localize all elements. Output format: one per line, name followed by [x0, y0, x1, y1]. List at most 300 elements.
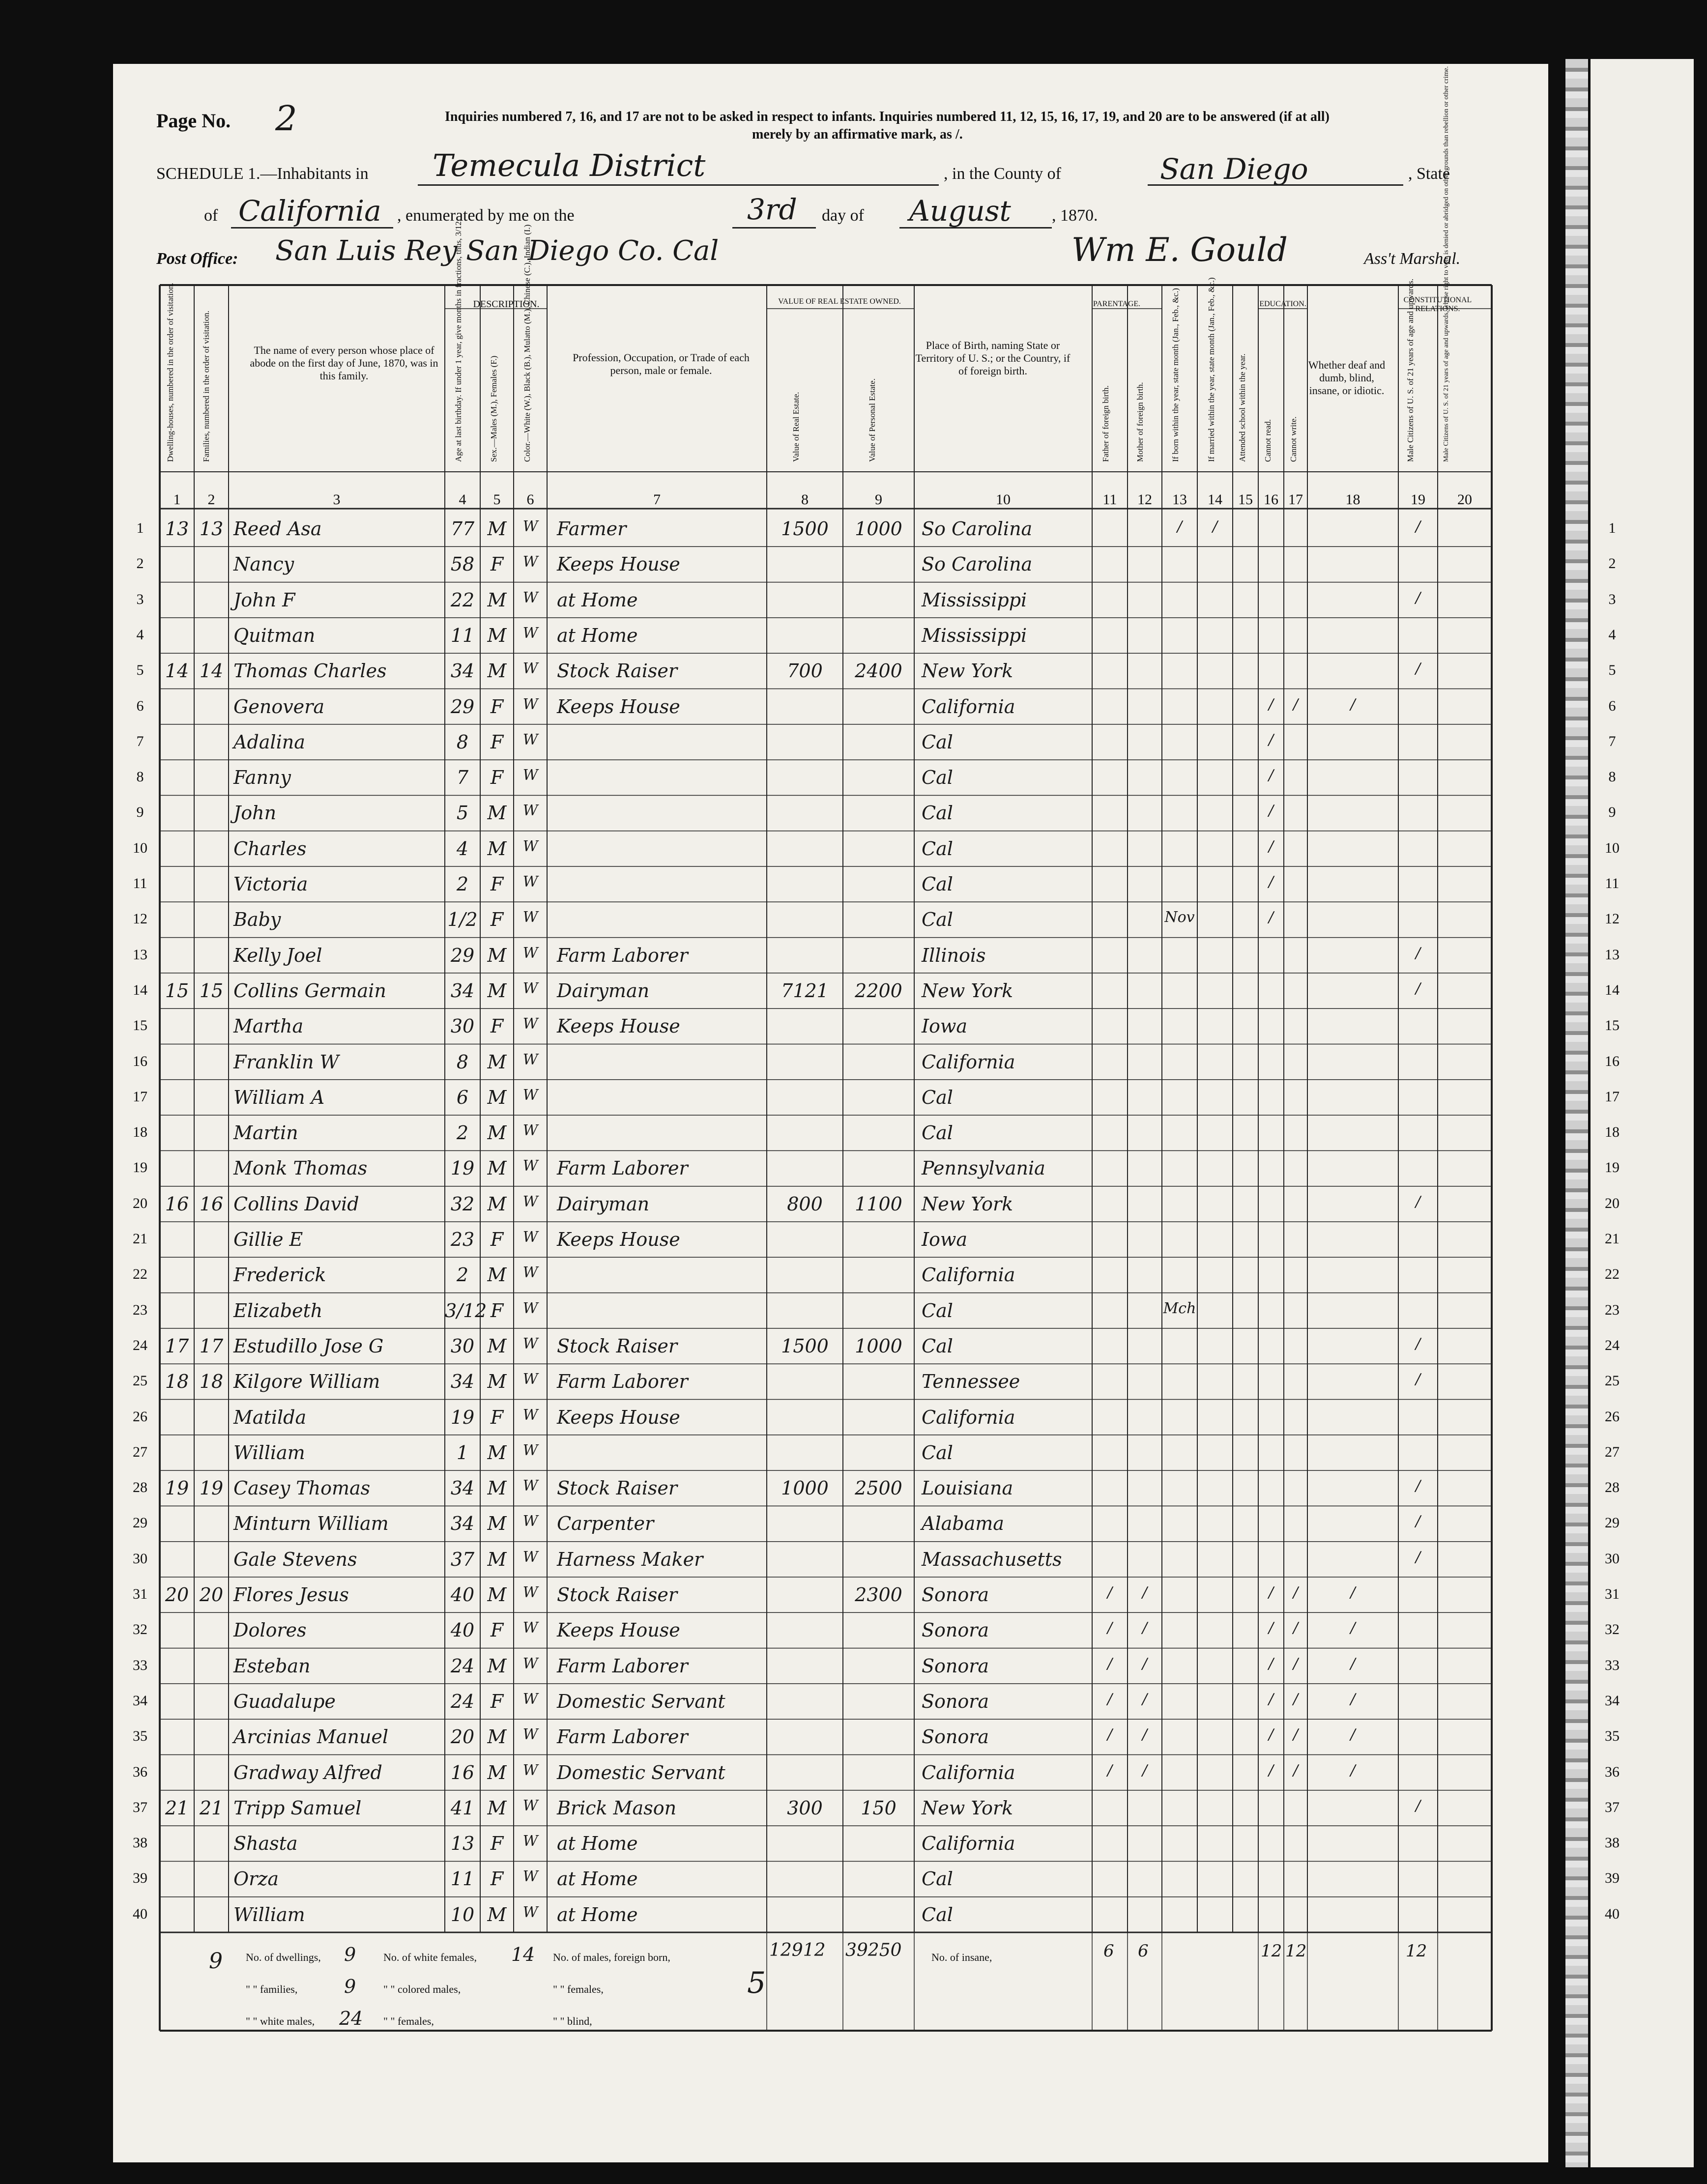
- cell-color: W: [522, 1229, 538, 1246]
- cell-fam: 15: [199, 979, 224, 1002]
- cell-occ: Dairyman: [557, 1193, 650, 1215]
- row-number-left: 1: [136, 520, 144, 536]
- cell-sex: M: [487, 1655, 507, 1677]
- cell-birth: Cal: [922, 873, 953, 895]
- row-number-right: 18: [1605, 1124, 1620, 1141]
- cell-pe: 1100: [855, 1193, 902, 1215]
- cell-name: Shasta: [233, 1833, 298, 1855]
- cell-c16: /: [1268, 1761, 1274, 1779]
- row-number-left: 24: [133, 1337, 147, 1353]
- cell-birth: Sonora: [922, 1619, 989, 1641]
- cell-age: 11: [450, 624, 475, 646]
- footer-personal-estate-total: 39250: [845, 1940, 902, 1960]
- cell-age: 34: [450, 1477, 475, 1499]
- row-number-right: 16: [1605, 1053, 1620, 1069]
- cell-color: W: [522, 1761, 538, 1779]
- cell-name: Kilgore William: [233, 1371, 380, 1393]
- cell-name: Collins David: [233, 1193, 359, 1215]
- cell-sex: M: [487, 518, 507, 540]
- cell-occ: Keeps House: [557, 1229, 680, 1250]
- row-number-right: 31: [1605, 1586, 1620, 1602]
- cell-age: 2: [456, 873, 469, 895]
- cell-c16: /: [1268, 802, 1274, 820]
- cell-fam: 21: [199, 1797, 224, 1819]
- marshal-label: Ass't Marshal.: [1364, 250, 1461, 268]
- footer-total-c17: 12: [1285, 1941, 1307, 1961]
- row-number-left: 9: [136, 804, 144, 821]
- colnum-3: 3: [333, 491, 341, 508]
- row-number-left: 31: [133, 1586, 147, 1602]
- cell-color: W: [522, 1015, 538, 1033]
- cell-sex: F: [490, 1406, 504, 1428]
- post-office-label: Post Office:: [156, 250, 238, 268]
- cell-name: Minturn William: [233, 1513, 389, 1535]
- cell-name: Matilda: [233, 1406, 307, 1428]
- cell-color: W: [522, 1193, 538, 1210]
- cell-dw: 21: [165, 1797, 189, 1819]
- cell-sex: M: [487, 1264, 507, 1286]
- cell-name: Victoria: [233, 873, 308, 895]
- cell-occ: Domestic Servant: [557, 1690, 725, 1712]
- footer-margin-mark: 9: [209, 1949, 223, 1974]
- cell-birth: Mississippi: [922, 589, 1027, 611]
- colnum-14: 14: [1208, 491, 1222, 508]
- colnum-5: 5: [493, 491, 501, 508]
- cell-name: Flores Jesus: [233, 1584, 349, 1606]
- row-number-right: 35: [1605, 1728, 1620, 1745]
- cell-c18: /: [1350, 695, 1356, 713]
- cell-age: 29: [450, 944, 475, 966]
- cell-color: W: [522, 660, 538, 678]
- cell-occ: Dairyman: [557, 979, 650, 1002]
- footer-males-foreign-label: No. of males, foreign born,: [553, 1951, 670, 1963]
- cell-occ: Domestic Servant: [557, 1761, 725, 1783]
- row-number-right: 5: [1608, 662, 1616, 679]
- cell-c11: /: [1107, 1690, 1113, 1708]
- marshal-signature: Wm E. Gould: [1071, 231, 1288, 269]
- footer-real-estate-total: 12912: [769, 1940, 826, 1960]
- row-number-right: 1: [1608, 520, 1616, 536]
- col18-heading: Whether deaf and dumb, blind, insane, or idiotic.: [1308, 359, 1386, 397]
- cell-c19: /: [1415, 518, 1421, 535]
- row-number-right: 22: [1605, 1266, 1620, 1283]
- cell-c16: /: [1268, 1726, 1274, 1744]
- cell-name: Reed Asa: [233, 518, 322, 540]
- cell-color: W: [522, 1619, 538, 1637]
- cell-c11: /: [1107, 1761, 1113, 1779]
- cell-occ: Farm Laborer: [557, 1655, 688, 1677]
- cell-age: 30: [450, 1015, 475, 1037]
- cell-color: W: [522, 1655, 538, 1672]
- footer-white-females-value: 14: [511, 1944, 535, 1965]
- cell-name: Franklin W: [233, 1051, 339, 1073]
- row-number-right: 34: [1605, 1692, 1620, 1709]
- cell-dw: 20: [165, 1584, 189, 1606]
- cell-color: W: [522, 944, 538, 962]
- row-number-left: 27: [133, 1443, 147, 1460]
- col8-heading: Value of Real Estate.: [791, 392, 801, 462]
- month-value: August: [909, 194, 1011, 228]
- cell-c16: /: [1268, 837, 1274, 855]
- cell-name: Martin: [233, 1122, 298, 1144]
- cell-name: Adalina: [233, 731, 305, 753]
- cell-sex: M: [487, 979, 507, 1002]
- row-number-left: 40: [133, 1905, 147, 1922]
- cell-age: 40: [450, 1584, 475, 1606]
- colnum-6: 6: [526, 491, 534, 508]
- row-number-right: 3: [1608, 591, 1616, 607]
- footer-total-c12: 6: [1138, 1941, 1149, 1961]
- footer-colored-males-label: " " colored males,: [383, 1983, 461, 1995]
- cell-birth: Cal: [922, 802, 953, 824]
- county-value: San Diego: [1160, 152, 1308, 186]
- row-number-right: 29: [1605, 1515, 1620, 1531]
- row-number-right: 24: [1605, 1337, 1620, 1353]
- cell-c16: /: [1268, 1690, 1274, 1708]
- cell-c16: /: [1268, 1619, 1274, 1637]
- cell-occ: at Home: [557, 1903, 638, 1925]
- row-number-left: 28: [133, 1479, 147, 1496]
- value-group-heading: VALUE OF REAL ESTATE OWNED.: [778, 297, 901, 306]
- cell-color: W: [522, 1690, 538, 1708]
- colnum-7: 7: [653, 491, 661, 508]
- row-number-left: 15: [133, 1017, 147, 1034]
- footer-families-value: 9: [344, 1976, 356, 1997]
- cell-name: Quitman: [233, 624, 316, 646]
- cell-birth: Cal: [922, 731, 953, 753]
- footer-white-males-value: 24: [339, 2008, 363, 2029]
- cell-name: Gillie E: [233, 1229, 303, 1250]
- row-number-left: 25: [133, 1373, 147, 1389]
- cell-name: Genovera: [233, 695, 324, 718]
- cell-c17: /: [1293, 1584, 1299, 1601]
- cell-age: 10: [450, 1903, 475, 1925]
- cell-sex: M: [487, 1903, 507, 1925]
- row-number-left: 30: [133, 1550, 147, 1567]
- row-number-right: 28: [1605, 1479, 1620, 1496]
- cell-c18: /: [1350, 1619, 1356, 1637]
- cell-color: W: [522, 1122, 538, 1140]
- cell-c12: /: [1142, 1619, 1148, 1637]
- colnum-15: 15: [1238, 491, 1253, 508]
- cell-fam: 20: [199, 1584, 224, 1606]
- cell-sex: F: [490, 1868, 504, 1890]
- cell-age: 2: [456, 1264, 469, 1286]
- cell-birth: Cal: [922, 1441, 953, 1464]
- cell-birth: Cal: [922, 1086, 953, 1108]
- cell-name: Nancy: [233, 553, 294, 575]
- cell-c17: /: [1293, 1761, 1299, 1779]
- cell-dw: 19: [165, 1477, 189, 1499]
- cell-sex: M: [487, 660, 507, 682]
- education-group-heading: EDUCATION.: [1259, 300, 1306, 308]
- cell-color: W: [522, 589, 538, 606]
- cell-sex: M: [487, 1086, 507, 1108]
- cell-birth: Cal: [922, 1903, 953, 1925]
- cell-name: Gale Stevens: [233, 1548, 357, 1570]
- cell-sex: F: [490, 1299, 504, 1322]
- cell-color: W: [522, 1086, 538, 1104]
- cell-age: 4: [456, 837, 469, 860]
- cell-c17: /: [1293, 695, 1299, 713]
- cell-age: 8: [456, 731, 469, 753]
- cell-m13: Mch: [1163, 1299, 1196, 1317]
- district-value: Temecula District: [433, 147, 706, 183]
- cell-dw: 14: [165, 660, 189, 682]
- cell-occ: Farm Laborer: [557, 1157, 688, 1179]
- colnum-12: 12: [1137, 491, 1152, 508]
- cell-c16: /: [1268, 909, 1274, 926]
- row-number-right: 4: [1608, 626, 1616, 643]
- cell-name: John F: [233, 589, 295, 611]
- colnum-17: 17: [1288, 491, 1303, 508]
- col1-heading: Dwelling-houses, numbered in the order of visitation.: [166, 283, 175, 462]
- cell-c18: /: [1350, 1761, 1356, 1779]
- colnum-9: 9: [875, 491, 882, 508]
- footer-dwellings-value: 9: [344, 1944, 356, 1965]
- cell-color: W: [522, 1903, 538, 1921]
- county-label: , in the County of: [944, 165, 1061, 183]
- cell-dw: 18: [165, 1371, 189, 1393]
- cell-color: W: [522, 1584, 538, 1601]
- col20-heading: [1443, 305, 1450, 462]
- row-number-right: 26: [1605, 1408, 1620, 1425]
- cell-m13: /: [1177, 518, 1183, 535]
- cell-sex: F: [490, 731, 504, 753]
- cell-age: 24: [450, 1690, 475, 1712]
- cell-c16: /: [1268, 1655, 1274, 1672]
- cell-sex: M: [487, 802, 507, 824]
- cell-birth: New York: [922, 660, 1013, 682]
- page-label: Page No.: [156, 110, 231, 132]
- cell-occ: at Home: [557, 589, 638, 611]
- cell-color: W: [522, 1441, 538, 1459]
- row-number-left: 39: [133, 1870, 147, 1887]
- cell-age: 34: [450, 1513, 475, 1535]
- cell-pe: 2200: [855, 979, 902, 1002]
- row-number-right: 19: [1605, 1159, 1620, 1176]
- cell-occ: at Home: [557, 1868, 638, 1890]
- cell-name: William: [233, 1441, 305, 1464]
- cell-age: 24: [450, 1655, 475, 1677]
- cell-age: 11: [450, 1868, 475, 1890]
- cell-birth: Sonora: [922, 1655, 989, 1677]
- post-office-value: San Luis Rey San Diego Co. Cal: [275, 235, 719, 267]
- row-number-right: 20: [1605, 1195, 1620, 1211]
- cell-c16: /: [1268, 767, 1274, 784]
- row-number-right: 33: [1605, 1657, 1620, 1673]
- cell-birth: Cal: [922, 1335, 953, 1357]
- cell-re: 1000: [781, 1477, 829, 1499]
- row-number-left: 14: [133, 981, 147, 998]
- colnum-4: 4: [459, 491, 466, 508]
- cell-c19: /: [1415, 589, 1421, 606]
- footer-total-c19: 12: [1406, 1941, 1427, 1961]
- cell-re: 7121: [781, 979, 829, 1002]
- cell-age: 23: [450, 1229, 475, 1250]
- cell-name: Esteban: [233, 1655, 311, 1677]
- cell-age: 13: [450, 1833, 475, 1855]
- cell-c16: /: [1268, 695, 1274, 713]
- cell-occ: Keeps House: [557, 1015, 680, 1037]
- cell-sex: M: [487, 1548, 507, 1570]
- row-number-left: 10: [133, 839, 147, 856]
- col4-heading: Age at last birthday. If under 1 year, give months in fractions, thus, 3/12.: [454, 219, 463, 462]
- cell-name: Elizabeth: [233, 1299, 323, 1322]
- footer-families-label: " " families,: [246, 1983, 298, 1995]
- cell-occ: Carpenter: [557, 1513, 654, 1535]
- cell-occ: Keeps House: [557, 553, 680, 575]
- cell-birth: Iowa: [922, 1015, 968, 1037]
- cell-color: W: [522, 624, 538, 642]
- footer-blind-label: " " blind,: [553, 2015, 592, 2027]
- cell-age: 34: [450, 660, 475, 682]
- cell-occ: at Home: [557, 1833, 638, 1855]
- row-number-left: 17: [133, 1088, 147, 1105]
- footer-total-c11: 6: [1103, 1941, 1114, 1961]
- row-number-left: 32: [133, 1621, 147, 1638]
- cell-age: 58: [450, 553, 475, 575]
- cell-name: Gradway Alfred: [233, 1761, 382, 1783]
- cell-color: W: [522, 802, 538, 820]
- cell-age: 1/2: [447, 909, 478, 931]
- cell-sex: M: [487, 1335, 507, 1357]
- cell-birth: Mississippi: [922, 624, 1027, 646]
- col13-heading: If born within the year, state month (Jan., Feb., &c.): [1171, 288, 1180, 462]
- row-number-right: 21: [1605, 1231, 1620, 1247]
- cell-age: 32: [450, 1193, 475, 1215]
- cell-c11: /: [1107, 1655, 1113, 1672]
- cell-c19: /: [1415, 1797, 1421, 1814]
- cell-color: W: [522, 1335, 538, 1352]
- cell-sex: F: [490, 1015, 504, 1037]
- cell-sex: M: [487, 1584, 507, 1606]
- state-value: California: [238, 194, 381, 228]
- cell-sex: M: [487, 944, 507, 966]
- cell-color: W: [522, 1868, 538, 1886]
- cell-c18: /: [1350, 1726, 1356, 1744]
- colnum-10: 10: [996, 491, 1011, 508]
- cell-sex: F: [490, 1690, 504, 1712]
- cell-m14: /: [1212, 518, 1218, 535]
- col12-heading: Mother of foreign birth.: [1135, 382, 1145, 462]
- cell-re: 300: [787, 1797, 823, 1819]
- row-number-left: 19: [133, 1159, 147, 1176]
- cell-name: Charles: [233, 837, 307, 860]
- cell-re: 1500: [781, 1335, 829, 1357]
- col6-heading: Color.—White (W.), Black (B.), Mulatto (M.), Chinese (C.), Indian (I.): [522, 224, 532, 462]
- schedule-label: SCHEDULE 1.—Inhabitants in: [156, 165, 369, 183]
- row-number-right: 13: [1605, 946, 1620, 963]
- cell-sex: M: [487, 1122, 507, 1144]
- col11-heading: Father of foreign birth.: [1101, 385, 1110, 462]
- cell-name: Tripp Samuel: [233, 1797, 362, 1819]
- cell-sex: F: [490, 1229, 504, 1250]
- cell-c19: /: [1415, 1548, 1421, 1566]
- cell-color: W: [522, 1299, 538, 1317]
- cell-birth: Cal: [922, 909, 953, 931]
- col9-heading: Value of Personal Estate.: [868, 378, 877, 462]
- cell-sex: M: [487, 624, 507, 646]
- cell-birth: So Carolina: [922, 518, 1033, 540]
- cell-re: 800: [787, 1193, 823, 1215]
- row-number-right: 12: [1605, 911, 1620, 927]
- cell-color: W: [522, 518, 538, 535]
- row-number-left: 21: [133, 1231, 147, 1247]
- cell-c18: /: [1350, 1655, 1356, 1672]
- cell-name: William A: [233, 1086, 325, 1108]
- col19-heading: Male Citizens of U. S. of 21 years of age and upwards.: [1406, 279, 1415, 462]
- footer-total-c16: 12: [1261, 1941, 1282, 1961]
- cell-birth: Iowa: [922, 1229, 968, 1250]
- cell-re: 1500: [781, 518, 829, 540]
- row-number-left: 16: [133, 1053, 147, 1069]
- cell-name: Thomas Charles: [233, 660, 387, 682]
- cell-age: 8: [456, 1051, 469, 1073]
- cell-c16: /: [1268, 1584, 1274, 1601]
- cell-age: 1: [456, 1441, 469, 1464]
- cell-sex: M: [487, 1157, 507, 1179]
- row-number-right: 7: [1608, 733, 1616, 749]
- cell-name: Orza: [233, 1868, 279, 1890]
- cell-age: 16: [450, 1761, 475, 1783]
- row-number-right: 15: [1605, 1017, 1620, 1034]
- cell-birth: California: [922, 1264, 1015, 1286]
- cell-c16: /: [1268, 731, 1274, 748]
- cell-sex: M: [487, 1051, 507, 1073]
- cell-dw: 15: [165, 979, 189, 1002]
- footer-females-foreign-value: 5: [747, 1966, 766, 2000]
- row-number-right: 25: [1605, 1373, 1620, 1389]
- cell-sex: F: [490, 767, 504, 789]
- cell-color: W: [522, 731, 538, 748]
- cell-name: Casey Thomas: [233, 1477, 371, 1499]
- cell-re: 700: [787, 660, 823, 682]
- cell-occ: Farm Laborer: [557, 1726, 688, 1748]
- row-number-left: 18: [133, 1124, 147, 1141]
- cell-name: Collins Germain: [233, 979, 386, 1002]
- row-number-right: 6: [1608, 697, 1616, 714]
- cell-age: 19: [450, 1157, 475, 1179]
- cell-c18: /: [1350, 1584, 1356, 1601]
- cell-name: Baby: [233, 909, 281, 931]
- colnum-2: 2: [207, 491, 215, 508]
- cell-c19: /: [1415, 1513, 1421, 1530]
- cell-sex: F: [490, 553, 504, 575]
- cell-sex: M: [487, 837, 507, 860]
- cell-birth: Cal: [922, 1299, 953, 1322]
- inquiry-note-line2: merely by an affirmative mark, as /.: [752, 127, 963, 142]
- col10-heading: Place of Birth, naming State or Territory of U. S.; or the Country, if of foreign birth.: [915, 339, 1070, 377]
- cell-m13: Nov: [1164, 909, 1195, 926]
- cell-color: W: [522, 1833, 538, 1850]
- cell-pe: 150: [861, 1797, 897, 1819]
- cell-occ: Keeps House: [557, 695, 680, 718]
- cell-age: 22: [450, 589, 475, 611]
- cell-birth: Sonora: [922, 1584, 989, 1606]
- cell-name: Martha: [233, 1015, 304, 1037]
- cell-birth: Sonora: [922, 1726, 989, 1748]
- row-number-right: 30: [1605, 1550, 1620, 1567]
- cell-color: W: [522, 1051, 538, 1068]
- cell-c16: /: [1268, 873, 1274, 891]
- cell-c19: /: [1415, 944, 1421, 962]
- row-number-left: 37: [133, 1799, 147, 1815]
- row-number-right: 39: [1605, 1870, 1620, 1887]
- cell-c11: /: [1107, 1584, 1113, 1601]
- row-number-left: 8: [136, 769, 144, 785]
- cell-name: Dolores: [233, 1619, 307, 1641]
